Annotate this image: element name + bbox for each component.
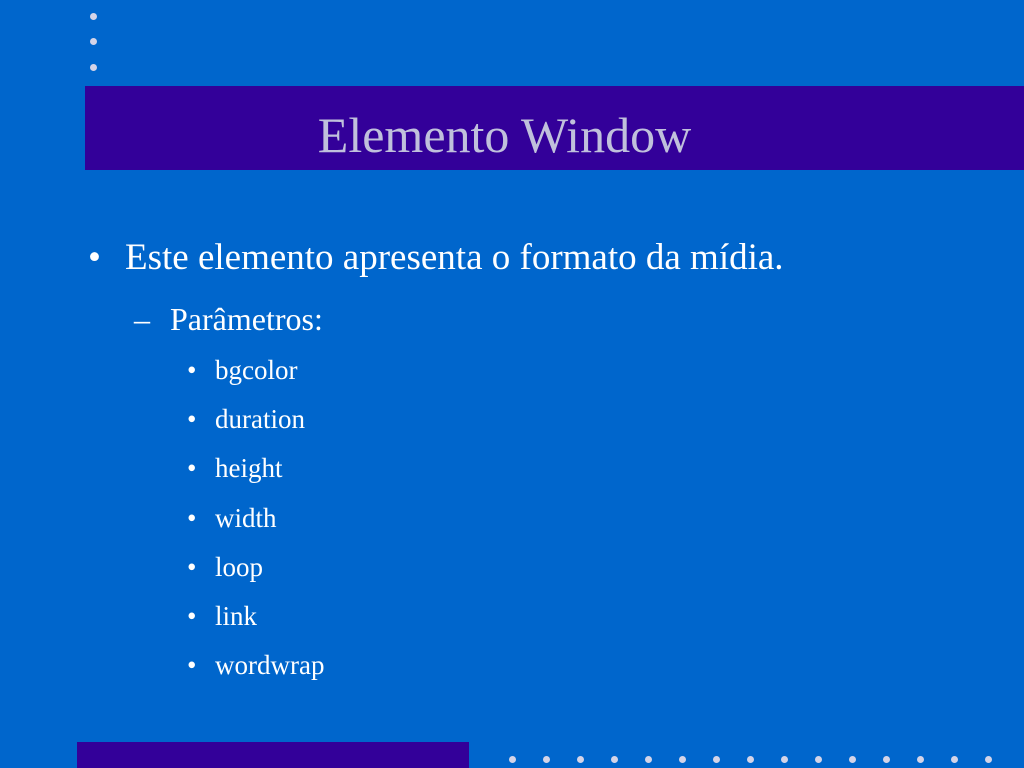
parameter-item: loop — [215, 552, 264, 582]
decorative-dot — [883, 756, 890, 763]
decorative-dot — [713, 756, 720, 763]
decorative-dot — [815, 756, 822, 763]
parameter-marker: • — [187, 503, 197, 533]
decorative-dot — [917, 756, 924, 763]
decorative-dot — [781, 756, 788, 763]
sub-bullet-marker: – — [134, 301, 150, 337]
parameter-item: duration — [215, 404, 305, 434]
parameter-item: link — [215, 601, 258, 631]
decorative-dot — [509, 756, 516, 763]
parameter-item: height — [215, 453, 283, 483]
decorative-dot — [543, 756, 550, 763]
decorative-dot — [611, 756, 618, 763]
decorative-dot — [577, 756, 584, 763]
bullet-marker: • — [88, 237, 101, 278]
parameter-marker: • — [187, 601, 197, 631]
bullet-text: Este elemento apresenta o formato da mídia. — [125, 237, 784, 278]
decorative-dot — [679, 756, 686, 763]
parameter-item: width — [215, 503, 277, 533]
slide-title: Elemento Window — [317, 107, 692, 163]
parameter-marker: • — [187, 453, 197, 483]
decorative-dot — [645, 756, 652, 763]
parameter-marker: • — [187, 404, 197, 434]
parameter-marker: • — [187, 650, 197, 680]
parameter-item: wordwrap — [215, 650, 325, 680]
parameter-item: bgcolor — [215, 355, 298, 385]
parameter-marker: • — [187, 355, 197, 385]
sub-bullet-text: Parâmetros: — [170, 301, 323, 337]
decorative-dot — [985, 756, 992, 763]
decorative-dot — [747, 756, 754, 763]
decorative-dot — [849, 756, 856, 763]
decorative-dot — [951, 756, 958, 763]
bottom-band — [77, 742, 469, 768]
parameter-marker: • — [187, 552, 197, 582]
